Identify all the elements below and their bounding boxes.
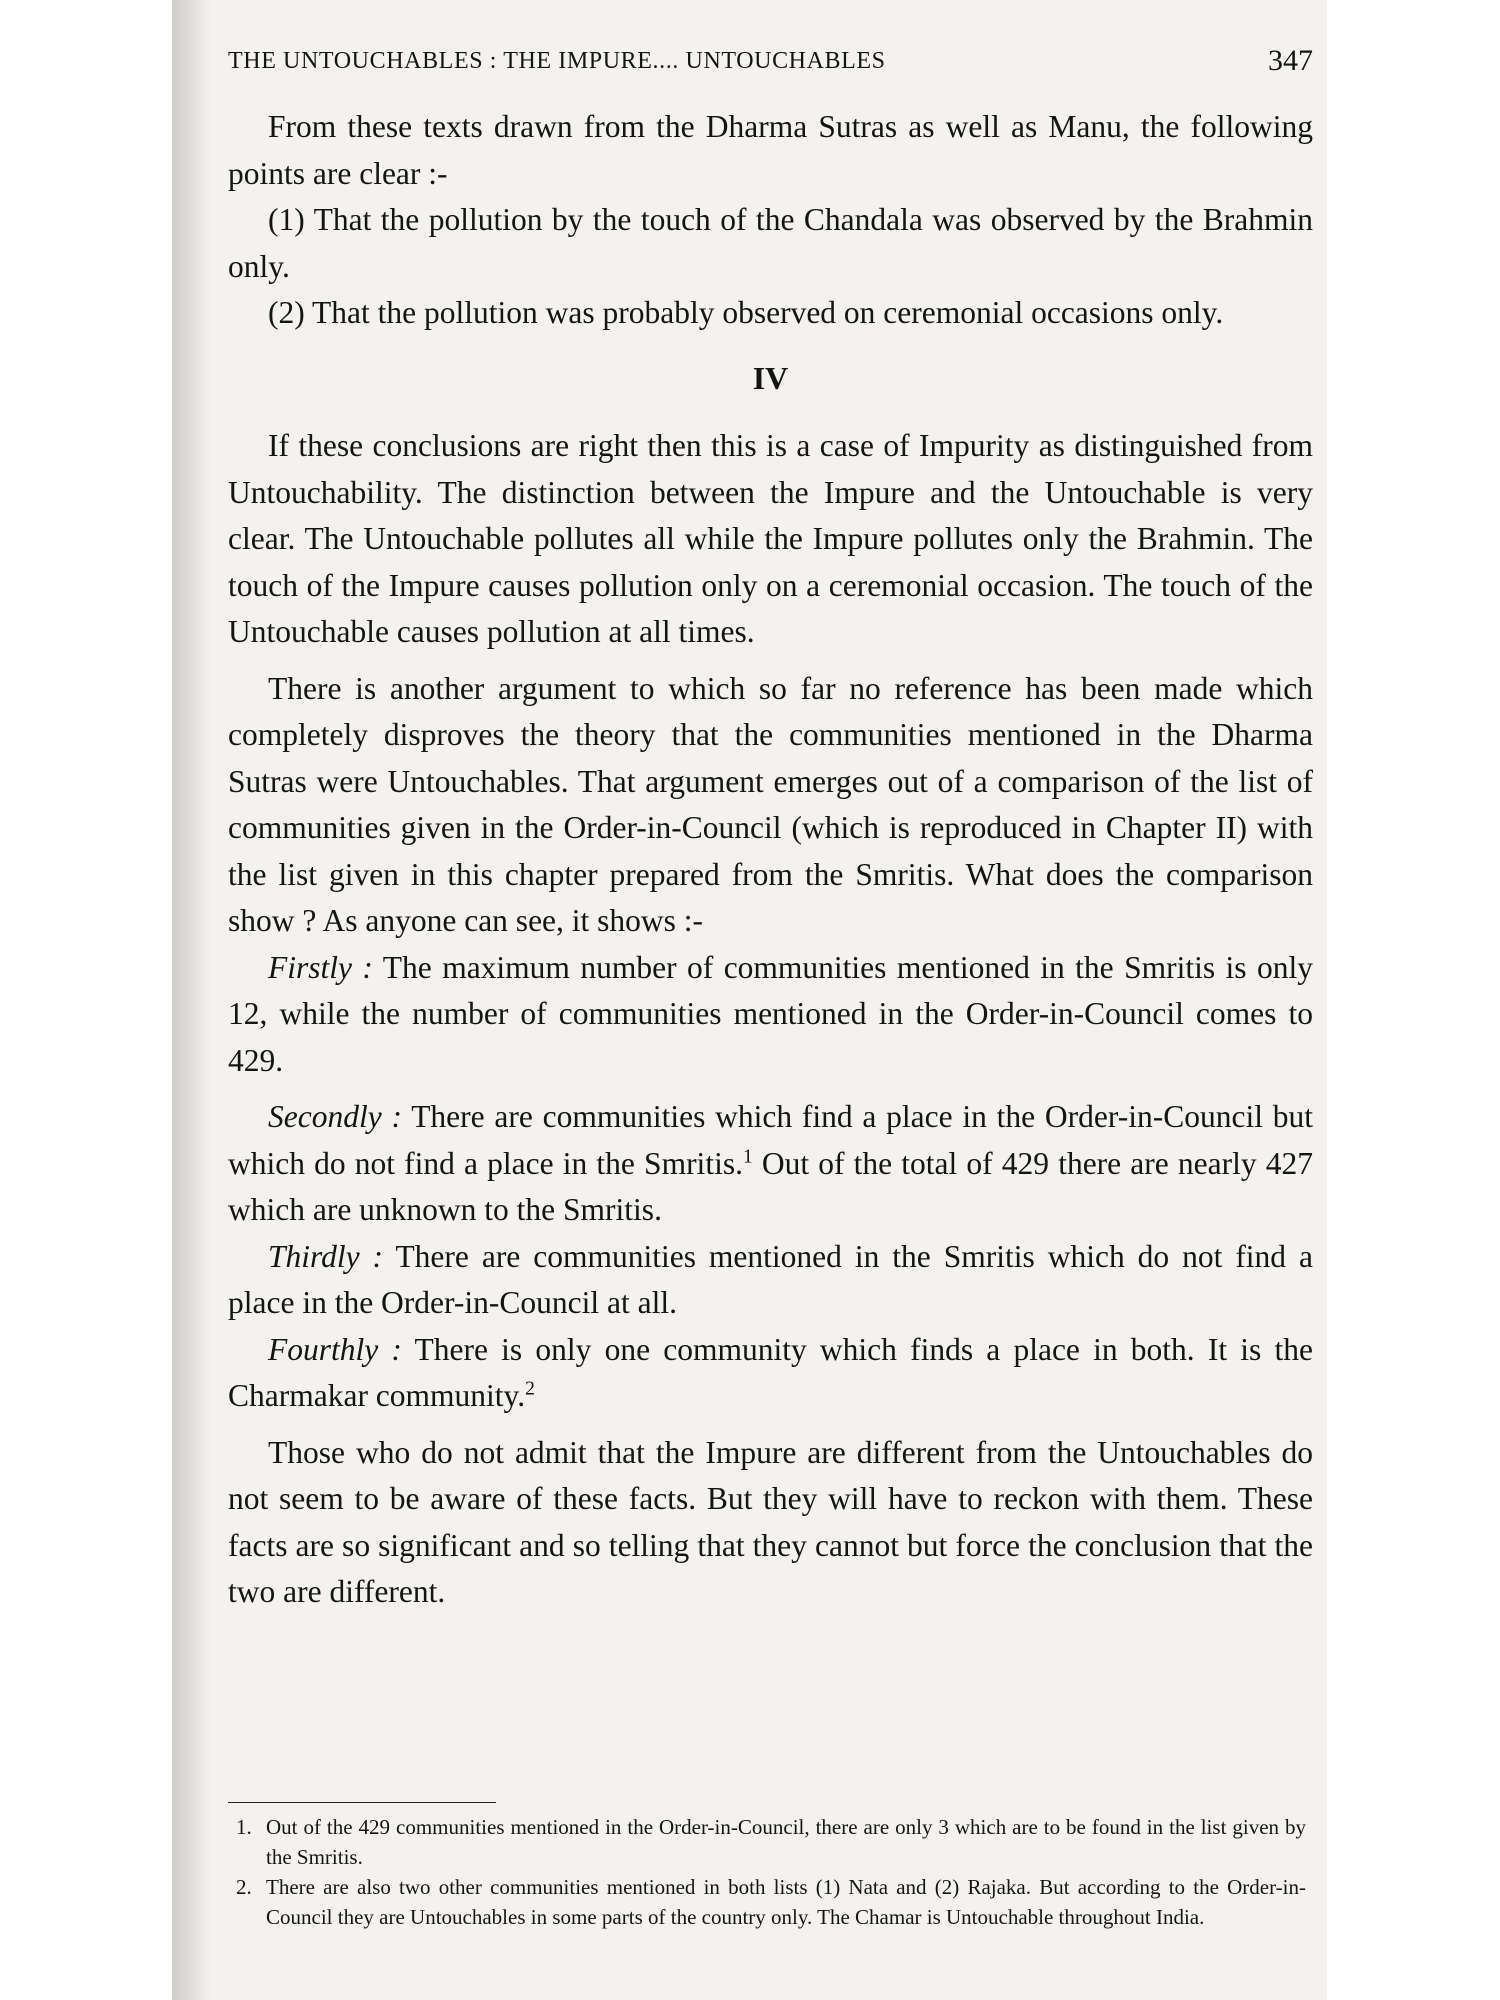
footnote-text: There are also two other communities mentioned in both lists (1) Nata and (2) Rajaka. But according to the Order-in-Council they are Untouchables in some parts of the country only. The Chamar is Untouchable throughout India. bbox=[266, 1875, 1306, 1929]
footnote-ref-1[interactable]: 1 bbox=[742, 1146, 753, 1167]
footnote-number: 1. bbox=[236, 1815, 252, 1839]
footnote-1 bbox=[236, 1812, 1306, 1872]
footnote-ref-2[interactable]: 2 bbox=[525, 1378, 535, 1400]
footnotes bbox=[236, 1812, 1306, 1932]
point-fourthly bbox=[228, 1327, 1313, 1420]
point-2: (2) That the pollution was probably observed on ceremonial occasions only. bbox=[268, 295, 1224, 330]
thirdly-label: Thirdly : bbox=[268, 1238, 384, 1274]
page-number: 347 bbox=[1268, 44, 1313, 77]
paragraph-impurity: If these conclusions are right then this is a case of Impurity as distinguished from Untouchability. The distinction between the Impure and the Untouchable is very clear. The Untouchable pollutes all while the Impure pollutes only the Brahmin. The touch of the Impure causes pollution only on a ceremonial occasion. The touch of the Untouchable causes pollution at all times. bbox=[228, 428, 1313, 649]
paragraph-intro: From these texts drawn from the Dharma Sutras as well as Manu, the following points are clear :- bbox=[228, 109, 1313, 191]
footnote-number: 2. bbox=[236, 1875, 252, 1899]
secondly-text-a: There are communities which find a place in the Order-in-Council but which do not find a place in the Smritis. bbox=[228, 1099, 1314, 1181]
point-secondly bbox=[228, 1094, 1313, 1234]
firstly-label: Firstly : bbox=[268, 949, 373, 985]
body-text bbox=[228, 104, 1313, 1616]
paragraph-conclusion: Those who do not admit that the Impure are different from the Untouchables do not seem to be aware of these facts. But they will have to reckon with them. These facts are so significant and so telling that they cannot but force the conclusion that the two are different. bbox=[228, 1434, 1313, 1609]
point-thirdly bbox=[228, 1234, 1313, 1327]
fourthly-text: There is only one community which finds a place in both. It is the Charmakar community. bbox=[228, 1331, 1313, 1413]
footnote-2 bbox=[236, 1872, 1306, 1932]
fourthly-label: Fourthly : bbox=[268, 1331, 402, 1367]
running-header bbox=[228, 44, 1313, 84]
secondly-text-b: Out of the total of 429 there are nearly 427 which are unknown to the Smritis. bbox=[228, 1145, 1313, 1227]
paragraph-argument: There is another argument to which so far no reference has been made which completely disproves the theory that the communities mentioned in the Dharma Sutras were Untouchables. That argument emerges out of a comparison of the list of communities given in the Order-in-Council (which is reproduced in Chapter II) with the list given in this chapter prepared from the Smritis. What does the comparison show ? As anyone can see, it shows :- bbox=[228, 670, 1313, 938]
running-title: THE UNTOUCHABLES : THE IMPURE.... UNTOUCHABLES bbox=[228, 48, 886, 74]
firstly-text: The maximum number of communities mentioned in the Smritis is only 12, while the number of communities mentioned in the Order-in-Council comes to 429. bbox=[228, 949, 1313, 1078]
footnote-text: Out of the 429 communities mentioned in the Order-in-Council, there are only 3 which are to be found in the list given by the Smritis. bbox=[266, 1815, 1306, 1869]
point-1: (1) That the pollution by the touch of the Chandala was observed by the Brahmin only. bbox=[228, 202, 1313, 284]
section-heading: IV bbox=[752, 359, 789, 396]
point-firstly bbox=[228, 945, 1313, 1085]
footnote-divider bbox=[228, 1802, 496, 1803]
secondly-label: Secondly : bbox=[268, 1099, 402, 1134]
page-gutter-shadow bbox=[172, 0, 212, 2000]
thirdly-text: There are communities mentioned in the Smritis which do not find a place in the Order-in-Council at all. bbox=[228, 1238, 1313, 1320]
